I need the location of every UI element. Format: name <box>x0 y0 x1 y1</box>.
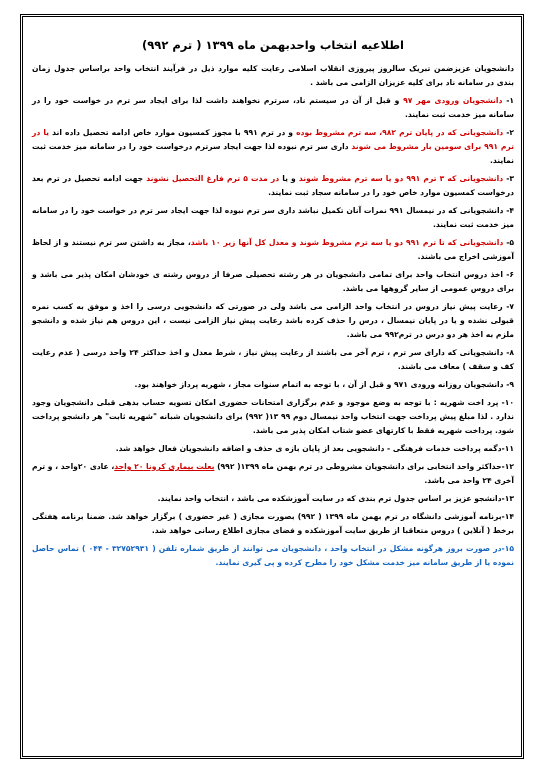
list-item-7: ۷- رعایت پیش نیاز دروس در انتخاب واحد الزامی می باشد ولی در صورتی که دانشجویی درسی را اخذ و موفق به کسب نمره قبولی نشده و یا در پایان نیمسال ، درس را حذف کرده باشد رعایت پیش نیاز الزامی نیست ، این دروس هم نیاز شده و دانشجو ملزم به اخذ هر دو درس در ترم۹۹۲ می باشد. <box>32 302 514 339</box>
item-12-text: ۱۲-حداکثر واحد انتخابی برای دانشجویان مشروطی در ترم بهمن ماه ۱۳۹۹( ۹۹۲) <box>214 462 514 471</box>
item-1-text: و قبل از آن در سیستم ناد، سرترم نخواهند داشت لذا برای ایجاد سر ترم در خواست خود را در سامانه میز خدمت ثبت نمایند. <box>32 96 514 119</box>
item-3-prefix: ۳- <box>503 174 515 183</box>
list-item-6: ۶- اخذ دروس انتخاب واحد برای تمامی دانشجویان در هر رشته تحصیلی صرفا از دروس رشته ی خودشان امکان پذیر می باشد و برای دروس عمومی از سایر گروهها می باشد. <box>32 270 514 293</box>
intro-paragraph: دانشجویان عزیزضمن تبریک سالروز پیروزی انقلاب اسلامی رعایت کلیه موارد ذیل در فرآیند انتخاب واحد براساس جدول زمان بندی در سامانه ناد برای کلیه عزیزان الزامی می باشد . <box>32 64 514 87</box>
item-2-prefix: ۲- <box>503 128 514 137</box>
item-3-text: و یا <box>279 174 299 183</box>
item-2-highlight-2: یا در ترم ۹۹۱ برای سومین بار مشروط می شوند <box>32 128 514 151</box>
list-item-9: ۹- دانشجویان روزانه ورودی ۹۷۱ و قبل از آن ، با توجه به اتمام سنوات مجاز ، شهریه پرداز خواهند بود. <box>134 380 514 389</box>
list-item-1 <box>32 94 514 122</box>
item-5-highlight: دانشجویانی که تا ترم ۹۹۱ دو یا سه ترم مشروط شوند و معدل کل آنها زیر ۱۰ باشد <box>190 238 504 247</box>
list-item-13: ۱۳-دانشجو عزیز بر اساس جدول ترم بندی که در سایت آموزشکده می باشد ، انتخاب واحد نمایند. <box>157 494 514 503</box>
item-2-text-2: داری سر ترم نبوده لذا جهت ایجاد سرترم درخواست خود را در سامانه میز خدمت ثبت نمایند. <box>32 142 514 165</box>
page-title: اطلاعیه انتخاب واحدبهمن ماه ۱۳۹۹ ( ترم ۹۹۲) <box>142 38 404 52</box>
item-5-prefix: ۵- <box>503 238 514 247</box>
list-item-10 <box>32 396 514 438</box>
item-10-fixed-tuition: "شهریه ثابت" <box>105 412 157 421</box>
item-3-highlight-2: در مدت ۵ ترم فارغ التحصیل نشوند <box>146 174 280 183</box>
list-item-4: ۴- دانشجویانی که در نیمسال ۹۹۱ نمرات آنان تکمیل نباشد داری سر ترم نبوده لذا جهت ایجاد سر ترم در خواست خود را در سامانه میز خدمت ثبت نمایند. <box>32 206 514 229</box>
announcement-page <box>32 20 514 574</box>
item-12-highlight: بعلت بیماری کرونا ۲۰ واحد <box>114 462 215 471</box>
item-3-text-2: جهت ادامه تحصیل در ترم بعد درخواست کمسیون موارد خاص خود را در سامانه سجاد ثبت نمایند. <box>32 174 514 197</box>
list-item-5 <box>32 236 514 264</box>
list-item-15: ۱۵-در صورت بروز هرگونه مشکل در انتخاب واحد ، دانشجویان می توانند از طریق شماره تلفن ( ۳۲۷۵۲۹۳۱ - ۰۴۴ ) تماس حاصل نموده یا از طریق سامانه میز خدمت مشکل خود را مطرح کرده و پی گیری نمایند. <box>32 544 514 567</box>
item-3-highlight: دانشجویانی که ۳ ترم ۹۹۱ دو یا سه ترم مشروط شوند <box>298 174 504 183</box>
item-1-prefix: ۱- <box>502 96 514 105</box>
item-10-text-2: هر دانشجو پرداخت شود. پرداخت شهریه فقط با کارتهای عضو شتاب امکان پذیر می باشد. <box>32 412 514 435</box>
list-item-11: ۱۱-دگمه پرداخت خدمات فرهنگی - دانشجویی بعد از پایان بازه ی حذف و اضافه دانشجویان فعال خواهد شد. <box>115 444 514 453</box>
list-item-3 <box>32 172 514 200</box>
item-12-text-2: ، عادی ۲۰واحد ، و ترم آخری ۲۴ واحد می باشد. <box>32 462 514 485</box>
list-item-8: ۸- دانشجویانی که دارای سر ترم ، ترم آخر می باشند از رعایت پیش نیاز ، شرط معدل و اخذ حداکثر ۲۴ واحد درسی ( عدم رعایت کف و سقف ) معاف می باشند. <box>32 348 514 371</box>
item-10-text: ۱۰- پرد اخت شهریه : با توجه به وضع موجود و عدم برگزاری امتحانات حضوری امکان تسویه حساب بدهی قبلی دانشجویان وجود ندارد . لذا مبلغ پیش پرداخت جهت انتخاب واحد نیمسال دوم ۹۹ ۱۳( ۹۹۲) برای دانشجویان شبانه <box>32 398 514 421</box>
item-2-highlight: دانشجویانی که در پایان ترم ۹۸۲، سه ترم مشروط بوده <box>296 128 504 137</box>
item-1-highlight: دانشجویان ورودی مهر ۹۷ <box>403 96 503 105</box>
item-2-text: و در ترم ۹۹۱ با مجوز کمسیون موارد خاص ادامه تحصیل داده اند <box>49 128 297 137</box>
item-5-text: ، مجاز به داشتن سر ترم نیستند و از لحاظ آموزشی اخراج می باشند. <box>32 238 514 261</box>
list-item-12 <box>32 460 514 488</box>
list-item-14: ۱۴-برنامه آموزشی دانشگاه در ترم بهمن ماه ۱۳۹۹ ( ۹۹۲) بصورت مجازی ( غیر حضوری ) برگزار خواهد شد. ضمنا برنامه هفتگی برخط ( آنلاین ) دروس متعاقبا از طریق سایت آموزشکده و فضای مجازی اطلاع رسانی خواهد شد. <box>32 512 514 535</box>
list-item-2 <box>32 126 514 168</box>
